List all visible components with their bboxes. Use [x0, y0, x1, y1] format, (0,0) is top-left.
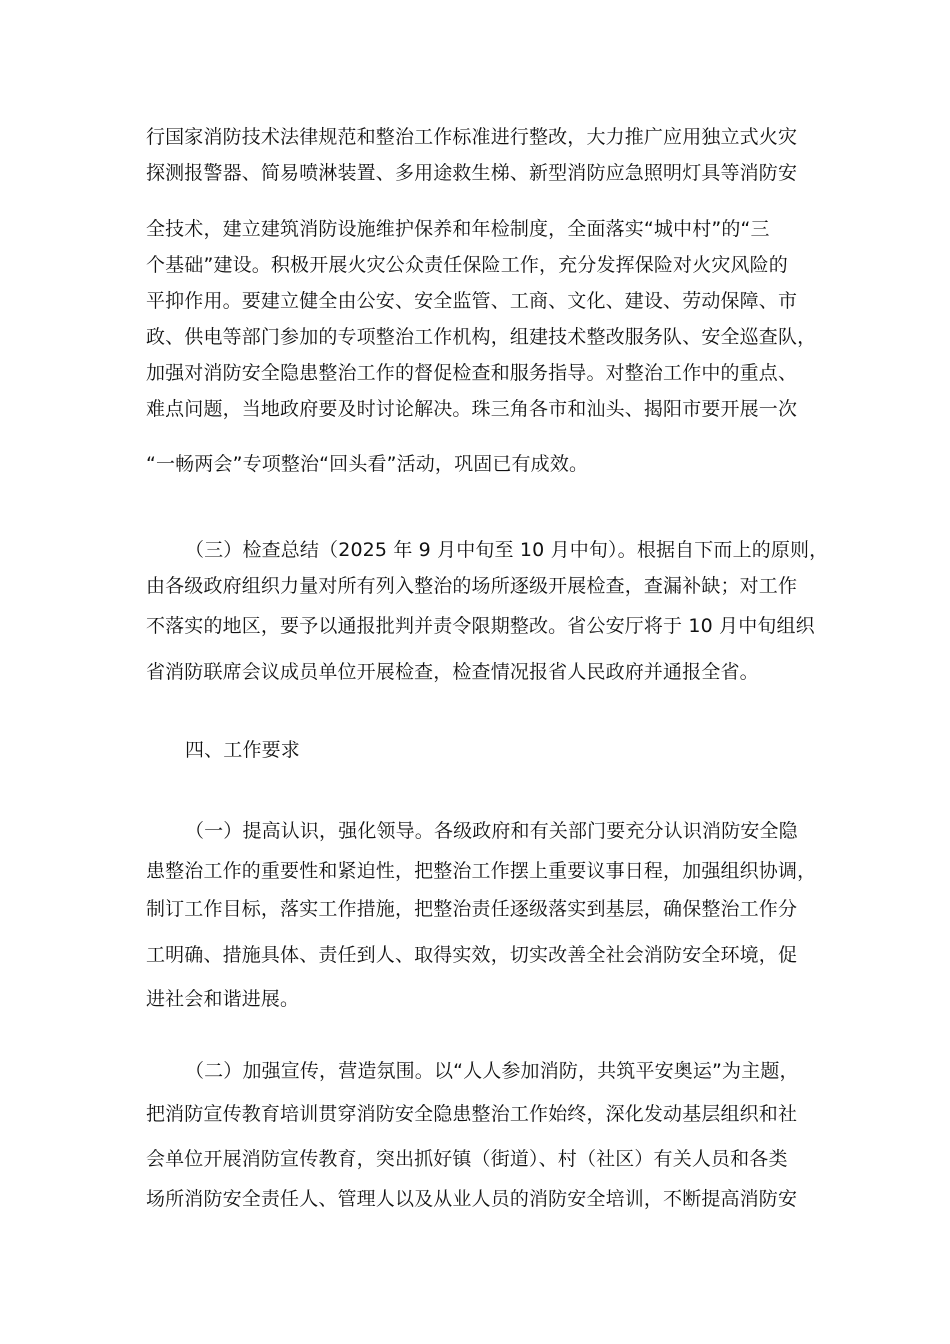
- paragraph-line: 场所消防安全责任人、管理人以及从业人员的消防安全培训，不断提高消防安: [146, 1188, 798, 1210]
- paragraph-line: 会单位开展消防宣传教育，突出抓好镇（街道）、村（社区）有关人员和各类: [146, 1148, 788, 1170]
- paragraph-line: 难点问题，当地政府要及时讨论解决。珠三角各市和汕头、揭阳市要开展一次: [146, 398, 798, 420]
- paragraph-line: 患整治工作的重要性和紧迫性，把整治工作摆上重要议事日程，加强组织协调，: [146, 860, 817, 882]
- paragraph-line: 工明确、措施具体、责任到人、取得实效，切实改善全社会消防安全环境，促: [146, 944, 798, 966]
- paragraph-line: 个基础”建设。积极开展火灾公众责任保险工作，充分发挥保险对火灾风险的: [146, 254, 788, 276]
- paragraph-line: 进社会和谐进展。: [146, 988, 300, 1010]
- paragraph-line: 探测报警器、简易喷淋装置、多用途救生梯、新型消防应急照明灯具等消防安: [146, 162, 798, 184]
- paragraph-line: 政、供电等部门参加的专项整治工作机构，组建技术整改服务队、安全巡查队，: [146, 326, 817, 348]
- paragraph-line: 由各级政府组织力量对所有列入整治的场所逐级开展检查，查漏补缺；对工作: [146, 575, 798, 597]
- paragraph-line: 全技术，建立建筑消防设施维护保养和年检制度，全面落实“城中村”的“三: [146, 218, 770, 240]
- paragraph-line: （一）提高认识，强化领导。各级政府和有关部门要充分认识消防安全隐: [185, 820, 798, 842]
- paragraph-line: （二）加强宣传，营造氛围。以“人人参加消防，共筑平安奥运”为主题，: [185, 1060, 799, 1082]
- section-heading: 四、工作要求: [185, 739, 300, 761]
- paragraph-line: 行国家消防技术法律规范和整治工作标准进行整改，大力推广应用独立式火灾: [146, 126, 798, 148]
- paragraph-line: 把消防宣传教育培训贯穿消防安全隐患整治工作始终，深化发动基层组织和社: [146, 1103, 798, 1125]
- paragraph-line: 制订工作目标，落实工作措施，把整治责任逐级落实到基层，确保整治工作分: [146, 898, 798, 920]
- paragraph-line: “一畅两会”专项整治“回头看”活动，巩固已有成效。: [146, 453, 589, 475]
- paragraph-line: （三）检查总结（2025 年 9 月中旬至 10 月中旬）。根据自下而上的原则，: [185, 539, 829, 561]
- paragraph-line: 平抑作用。要建立健全由公安、安全监管、工商、文化、建设、劳动保障、市: [146, 290, 798, 312]
- paragraph-line: 加强对消防安全隐患整治工作的督促检查和服务指导。对整治工作中的重点、: [146, 362, 798, 384]
- paragraph-line: 省消防联席会议成员单位开展检查，检查情况报省人民政府并通报全省。: [146, 661, 759, 683]
- paragraph-line: 不落实的地区，要予以通报批判并责令限期整改。省公安厅将于 10 月中旬组织: [146, 615, 815, 637]
